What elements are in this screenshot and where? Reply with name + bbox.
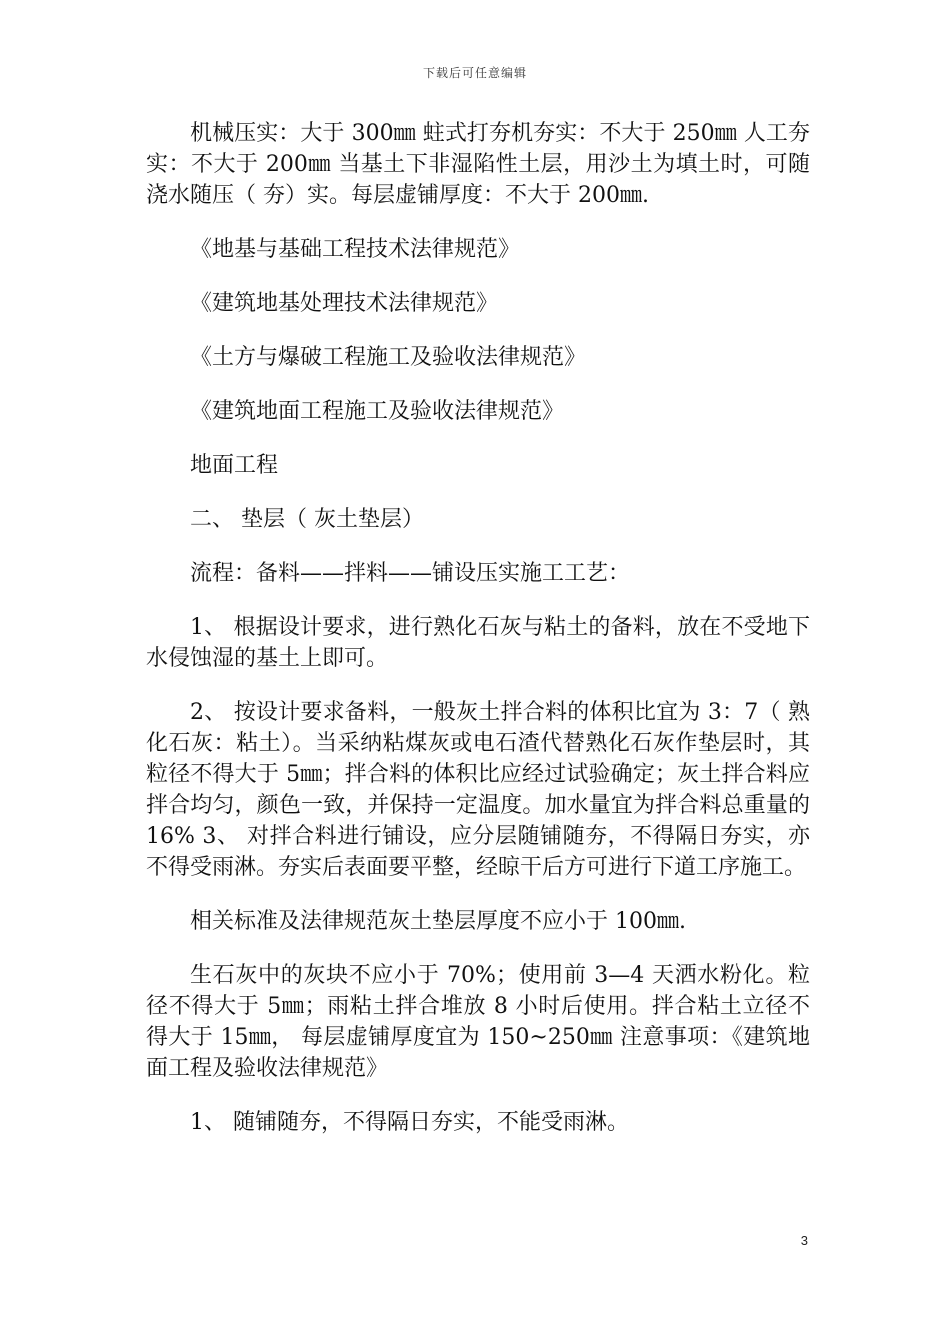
paragraph-compaction-requirements: 机械压实：大于 300㎜ 蛀式打夯机夯实：不大于 250㎜ 人工夯实：不大于 200㎜ 当基土下非湿陷性土层，用沙土为填土时，可随浇水随压（ 夯）实。每层虚铺厚度：不大于 200㎜. xyxy=(146,121,810,208)
paragraph-step-2: 2、 按设计要求备料，一般灰土拌合料的体积比宜为 3：7（ 熟化石灰：粘土）。当采纳粘煤灰或电石渣代替熟化石灰作垫层时，其粒径不得大于 5㎜；拌合料的体积比应经过试验确定；灰土拌合料应拌合均匀，颜色一致，并保持一定温度。加水量宜为拌合料总重量的 16% 3、 对拌合料进行铺设，应分层随铺随夯，不得隔日夯实，亦不得受雨淋。夯实后表面要平整，经晾干后方可进行下道工序施工。 xyxy=(146,700,810,880)
paragraph-note-1: 1、 随铺随夯，不得隔日夯实，不能受雨淋。 xyxy=(190,1110,629,1135)
paragraph-step-1: 1、 根据设计要求，进行熟化石灰与粘土的备料，放在不受地下水侵蚀湿的基土上即可。 xyxy=(146,615,810,671)
section-heading-cushion-layer: 二、 垫层（ 灰土垫层） xyxy=(190,507,424,532)
paragraph-standard-floor: 《建筑地面工程施工及验收法律规范》 xyxy=(190,399,565,424)
paragraph-standard-thickness: 相关标准及法律规范灰土垫层厚度不应小于 100㎜. xyxy=(190,909,686,934)
paragraph-standard-foundation: 《地基与基础工程技术法律规范》 xyxy=(190,237,521,262)
section-heading-floor-works: 地面工程 xyxy=(190,453,279,478)
paragraph-process-flow: 流程：备料——拌料——铺设压实施工工艺： xyxy=(190,561,631,586)
page-number: 3 xyxy=(800,1233,808,1248)
paragraph-standard-ground-treatment: 《建筑地基处理技术法律规范》 xyxy=(190,291,499,316)
paragraph-quicklime-notes: 生石灰中的灰块不应小于 70%；使用前 3—4 天洒水粉化。粒径不得大于 5㎜；雨粘土拌合堆放 8 小时后使用。拌合粘土立径不得大于 15㎜， 每层虚铺厚度宜为 150~250㎜ 注意事项：《建筑地面工程及验收法律规范》 xyxy=(146,963,810,1081)
paragraph-standard-earthwork: 《土方与爆破工程施工及验收法律规范》 xyxy=(190,345,587,370)
page-header: 下载后可任意编辑 xyxy=(422,66,527,80)
document-body xyxy=(146,118,810,1161)
